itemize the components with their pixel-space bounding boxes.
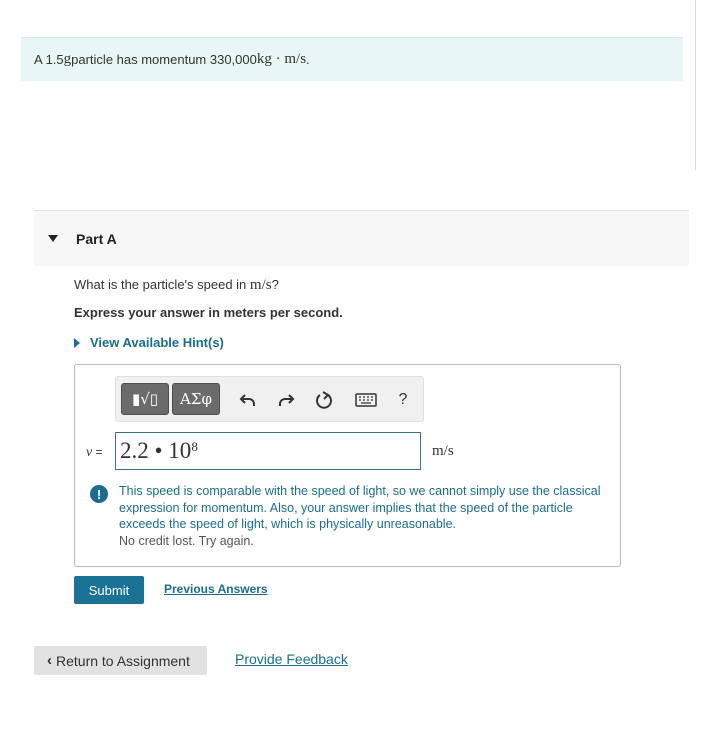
- hint-label: View Available Hint(s): [90, 335, 224, 350]
- feedback-text: This speed is comparable with the speed of light, so we cannot simply use the classical expression for momentum. Also, your answer implies that the speed of the particle exceeds the speed of light, which is physically unreasonable.: [119, 484, 601, 531]
- return-label: Return to Assignment: [56, 652, 190, 669]
- undo-icon[interactable]: [237, 389, 259, 411]
- equals-sign: =: [92, 445, 103, 459]
- alert-icon: !: [90, 485, 108, 503]
- variable-label: [86, 445, 103, 461]
- answer-box: [74, 364, 621, 567]
- caret-right-icon: [74, 338, 80, 348]
- answer-exponent: 8: [191, 439, 198, 454]
- answer-unit: m/s: [432, 443, 454, 459]
- question-text: [74, 277, 279, 294]
- provide-feedback-link[interactable]: Provide Feedback: [235, 651, 348, 667]
- question-prefix: What is the particle's speed in: [74, 277, 250, 292]
- chevron-left-icon: ‹: [47, 652, 52, 669]
- symbols-label: ΑΣφ: [180, 390, 212, 408]
- momentum-unit: kg · m/s: [256, 51, 307, 67]
- view-hints-link[interactable]: [74, 335, 224, 350]
- symbols-button[interactable]: [172, 383, 220, 415]
- feedback-message: [90, 483, 610, 549]
- templates-icon: ▮√▯: [131, 390, 159, 408]
- caret-down-icon[interactable]: [48, 235, 58, 242]
- reset-icon[interactable]: [313, 389, 335, 411]
- answer-instruction: Express your answer in meters per second.: [74, 305, 343, 320]
- previous-answers-link[interactable]: Previous Answers: [164, 582, 268, 596]
- part-a-header[interactable]: [34, 210, 689, 266]
- templates-button[interactable]: [121, 383, 169, 415]
- return-to-assignment-button[interactable]: [34, 646, 207, 675]
- question-suffix: ?: [271, 277, 279, 292]
- mass-unit: g: [63, 51, 72, 67]
- question-unit: m/s: [249, 277, 272, 293]
- problem-text-middle: particle has momentum 330,000: [71, 52, 257, 67]
- help-label: ?: [398, 391, 408, 408]
- answer-mantissa: 2.2 • 10: [120, 438, 192, 463]
- part-title: Part A: [76, 230, 117, 247]
- submit-button[interactable]: Submit: [74, 576, 144, 604]
- help-button[interactable]: [392, 389, 414, 411]
- divider: [695, 0, 696, 170]
- problem-text-suffix: .: [306, 52, 310, 67]
- math-toolbar: [115, 376, 424, 422]
- problem-statement: [21, 37, 683, 81]
- answer-input[interactable]: [115, 432, 421, 470]
- redo-icon[interactable]: [275, 389, 297, 411]
- problem-text-prefix: A 1.5: [34, 52, 64, 67]
- variable-symbol: v: [86, 445, 93, 460]
- credit-text: No credit lost. Try again.: [119, 533, 254, 548]
- keyboard-icon[interactable]: [353, 389, 379, 411]
